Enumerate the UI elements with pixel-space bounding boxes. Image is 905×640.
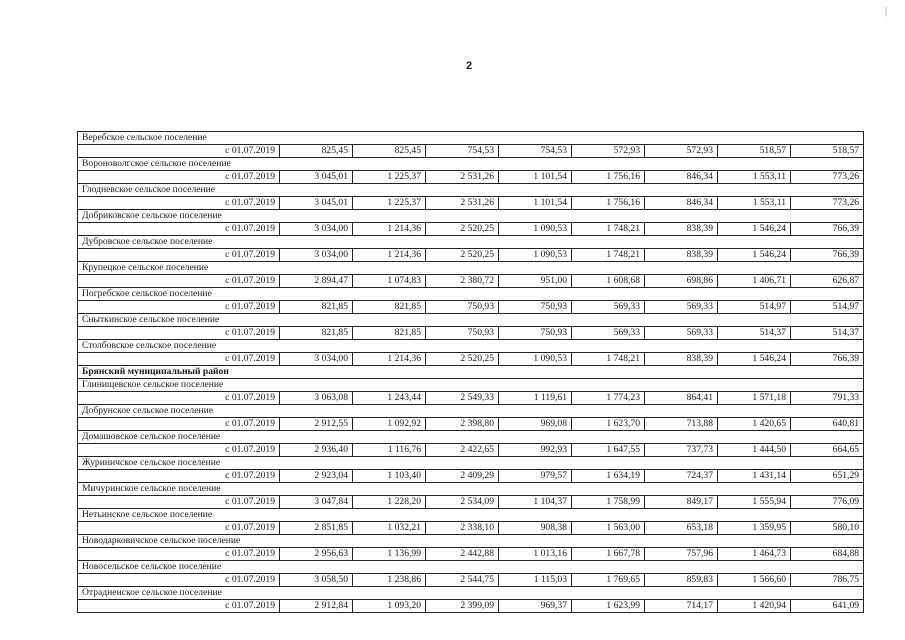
settlement-name: Погребское сельское поселение	[78, 288, 864, 301]
settlement-name: Нетьинское сельское поселение	[78, 509, 864, 522]
effective-date-cell: с 01.07.2019	[78, 418, 280, 431]
tariff-value-cell: 569,33	[572, 327, 645, 340]
tariff-value-cell: 821,85	[353, 327, 426, 340]
tariff-value-cell: 838,39	[645, 353, 718, 366]
settlement-name-row	[78, 158, 864, 171]
tariff-value-cell: 2 409,29	[426, 470, 499, 483]
tariff-value-cell: 651,29	[791, 470, 864, 483]
tariff-value-cell: 754,53	[426, 145, 499, 158]
tariff-value-cell: 1 444,50	[718, 444, 791, 457]
tariff-value-cell: 1 553,11	[718, 171, 791, 184]
table-row	[78, 392, 864, 405]
tariff-value-cell: 1 774,23	[572, 392, 645, 405]
effective-date-cell: с 01.07.2019	[78, 470, 280, 483]
tariff-value-cell: 2 520,25	[426, 249, 499, 262]
tariff-value-cell: 1 566,60	[718, 574, 791, 587]
tariff-value-cell: 2 534,09	[426, 496, 499, 509]
table-row	[78, 470, 864, 483]
tariff-value-cell: 1 013,16	[499, 548, 572, 561]
settlement-name-row	[78, 314, 864, 327]
tariff-value-cell: 664,65	[791, 444, 864, 457]
effective-date-cell: с 01.07.2019	[78, 600, 280, 613]
tariff-value-cell: 821,85	[280, 301, 353, 314]
settlement-name-row	[78, 405, 864, 418]
tariff-value-cell: 1 225,37	[353, 171, 426, 184]
effective-date-cell: с 01.07.2019	[78, 548, 280, 561]
tariff-value-cell: 2 851,85	[280, 522, 353, 535]
settlement-name-row	[78, 236, 864, 249]
tariff-value-cell: 1 116,76	[353, 444, 426, 457]
settlement-name: Столбовское сельское поселение	[78, 340, 864, 353]
tariff-value-cell: 569,33	[645, 327, 718, 340]
tariff-value-cell: 1 214,36	[353, 223, 426, 236]
tariff-value-cell: 1 623,99	[572, 600, 645, 613]
tariff-value-cell: 750,93	[499, 327, 572, 340]
settlement-name: Вороноволгское сельское поселение	[78, 158, 864, 171]
tariff-value-cell: 825,45	[353, 145, 426, 158]
settlement-name-row	[78, 587, 864, 600]
tariff-value-cell: 569,33	[572, 301, 645, 314]
effective-date-cell: с 01.07.2019	[78, 145, 280, 158]
tariff-value-cell: 1 101,54	[499, 197, 572, 210]
tariff-value-cell: 1 667,78	[572, 548, 645, 561]
tariff-value-cell: 518,57	[791, 145, 864, 158]
tariff-value-cell: 766,39	[791, 223, 864, 236]
tariff-value-cell: 1 238,86	[353, 574, 426, 587]
tariff-value-cell: 684,88	[791, 548, 864, 561]
table-row	[78, 145, 864, 158]
tariff-value-cell: 750,93	[499, 301, 572, 314]
settlement-name: Домашовское сельское поселение	[78, 431, 864, 444]
table-row	[78, 444, 864, 457]
tariff-value-cell: 2 398,80	[426, 418, 499, 431]
tariff-value-cell: 838,39	[645, 223, 718, 236]
tariff-value-cell: 1 420,65	[718, 418, 791, 431]
effective-date-cell: с 01.07.2019	[78, 574, 280, 587]
tariff-value-cell: 1 074,83	[353, 275, 426, 288]
tariff-value-cell: 698,86	[645, 275, 718, 288]
tariff-value-cell: 1 464,73	[718, 548, 791, 561]
tariff-value-cell: 724,37	[645, 470, 718, 483]
tariff-value-cell: 1 546,24	[718, 249, 791, 262]
tariff-value-cell: 1 608,68	[572, 275, 645, 288]
tariff-value-cell: 1 225,37	[353, 197, 426, 210]
settlement-name: Новосельское сельское поселение	[78, 561, 864, 574]
settlement-name-row	[78, 184, 864, 197]
effective-date-cell: с 01.07.2019	[78, 353, 280, 366]
tariff-value-cell: 2 442,88	[426, 548, 499, 561]
settlement-name-row	[78, 535, 864, 548]
tariff-value-cell: 2 531,26	[426, 197, 499, 210]
settlement-name: Глодневское сельское поселение	[78, 184, 864, 197]
tariff-value-cell: 750,93	[426, 327, 499, 340]
tariff-value-cell: 979,57	[499, 470, 572, 483]
tariff-value-cell: 1 090,53	[499, 249, 572, 262]
tariff-value-cell: 737,73	[645, 444, 718, 457]
tariff-value-cell: 1 748,21	[572, 249, 645, 262]
tariff-value-cell: 1 228,20	[353, 496, 426, 509]
tariff-value-cell: 1 756,16	[572, 171, 645, 184]
tariff-value-cell: 518,57	[718, 145, 791, 158]
settlement-name-row	[78, 509, 864, 522]
tariff-value-cell: 2 338,10	[426, 522, 499, 535]
tariff-value-cell: 1 555,94	[718, 496, 791, 509]
tariff-value-cell: 514,97	[791, 301, 864, 314]
tariff-value-cell: 969,08	[499, 418, 572, 431]
tariff-value-cell: 1 115,03	[499, 574, 572, 587]
settlement-name: Добриковское сельское поселение	[78, 210, 864, 223]
tariff-value-cell: 2 936,40	[280, 444, 353, 457]
tariff-value-cell: 846,34	[645, 197, 718, 210]
tariff-value-cell: 2 549,33	[426, 392, 499, 405]
tariff-value-cell: 2 380,72	[426, 275, 499, 288]
tariff-value-cell: 1 546,24	[718, 223, 791, 236]
tariff-value-cell: 1 406,71	[718, 275, 791, 288]
tariff-value-cell: 951,00	[499, 275, 572, 288]
table-row	[78, 223, 864, 236]
tariff-value-cell: 2 923,04	[280, 470, 353, 483]
tariff-value-cell: 2 520,25	[426, 223, 499, 236]
tariff-value-cell: 514,37	[718, 327, 791, 340]
tariff-value-cell: 1 103,40	[353, 470, 426, 483]
tariff-value-cell: 1 431,14	[718, 470, 791, 483]
table-row	[78, 574, 864, 587]
tariff-value-cell: 3 063,08	[280, 392, 353, 405]
tariff-value-cell: 1 758,99	[572, 496, 645, 509]
tariff-value-cell: 1 634,19	[572, 470, 645, 483]
table-row	[78, 353, 864, 366]
settlement-name: Добрунское сельское поселение	[78, 405, 864, 418]
tariff-table-body	[78, 132, 864, 613]
effective-date-cell: с 01.07.2019	[78, 496, 280, 509]
tariff-value-cell: 1 032,21	[353, 522, 426, 535]
tariff-value-cell: 1 571,18	[718, 392, 791, 405]
tariff-value-cell: 1 093,20	[353, 600, 426, 613]
tariff-value-cell: 1 243,44	[353, 392, 426, 405]
tariff-value-cell: 2 399,09	[426, 600, 499, 613]
settlement-name-row	[78, 210, 864, 223]
district-name: Брянский муниципальный район	[78, 366, 864, 379]
settlement-name-row	[78, 483, 864, 496]
table-row	[78, 418, 864, 431]
tariff-value-cell: 1 090,53	[499, 223, 572, 236]
tariff-value-cell: 992,93	[499, 444, 572, 457]
settlement-name-row	[78, 132, 864, 145]
table-row	[78, 522, 864, 535]
tariff-value-cell: 838,39	[645, 249, 718, 262]
tariff-value-cell: 3 034,00	[280, 249, 353, 262]
tariff-value-cell: 1 090,53	[499, 353, 572, 366]
tariff-value-cell: 572,93	[572, 145, 645, 158]
tariff-value-cell: 821,85	[353, 301, 426, 314]
tariff-table	[77, 131, 864, 613]
table-row	[78, 197, 864, 210]
table-row	[78, 249, 864, 262]
tariff-value-cell: 3 045,01	[280, 197, 353, 210]
tariff-value-cell: 821,85	[280, 327, 353, 340]
table-row	[78, 327, 864, 340]
tariff-value-cell: 3 045,01	[280, 171, 353, 184]
settlement-name-row	[78, 379, 864, 392]
settlement-name-row	[78, 431, 864, 444]
tariff-value-cell: 1 101,54	[499, 171, 572, 184]
tariff-value-cell: 1 546,24	[718, 353, 791, 366]
settlement-name: Глинищевское сельское поселение	[78, 379, 864, 392]
tariff-value-cell: 757,96	[645, 548, 718, 561]
table-row	[78, 548, 864, 561]
effective-date-cell: с 01.07.2019	[78, 197, 280, 210]
table-row	[78, 171, 864, 184]
tariff-value-cell: 750,93	[426, 301, 499, 314]
tariff-value-cell: 1 420,94	[718, 600, 791, 613]
tariff-value-cell: 766,39	[791, 249, 864, 262]
settlement-name: Новодарковичское сельское поселение	[78, 535, 864, 548]
effective-date-cell: с 01.07.2019	[78, 444, 280, 457]
settlement-name: Крупецкое сельское поселение	[78, 262, 864, 275]
settlement-name: Сныткинское сельское поселение	[78, 314, 864, 327]
tariff-value-cell: 1 214,36	[353, 353, 426, 366]
tariff-value-cell: 714,17	[645, 600, 718, 613]
tariff-value-cell: 569,33	[645, 301, 718, 314]
effective-date-cell: с 01.07.2019	[78, 275, 280, 288]
settlement-name: Дубровское сельское поселение	[78, 236, 864, 249]
settlement-name: Отрадненское сельское поселение	[78, 587, 864, 600]
tariff-value-cell: 713,88	[645, 418, 718, 431]
tariff-value-cell: 773,26	[791, 197, 864, 210]
district-header-row	[78, 366, 864, 379]
tariff-value-cell: 766,39	[791, 353, 864, 366]
effective-date-cell: с 01.07.2019	[78, 171, 280, 184]
corner-mark: |	[884, 6, 887, 17]
tariff-value-cell: 3 034,00	[280, 223, 353, 236]
tariff-value-cell: 2 422,65	[426, 444, 499, 457]
tariff-value-cell: 1 359,95	[718, 522, 791, 535]
tariff-value-cell: 1 623,70	[572, 418, 645, 431]
tariff-value-cell: 572,93	[645, 145, 718, 158]
tariff-value-cell: 754,53	[499, 145, 572, 158]
tariff-value-cell: 1 214,36	[353, 249, 426, 262]
tariff-value-cell: 3 058,50	[280, 574, 353, 587]
tariff-value-cell: 640,81	[791, 418, 864, 431]
tariff-value-cell: 641,09	[791, 600, 864, 613]
tariff-value-cell: 1 104,37	[499, 496, 572, 509]
tariff-value-cell: 776,09	[791, 496, 864, 509]
settlement-name-row	[78, 262, 864, 275]
settlement-name-row	[78, 288, 864, 301]
settlement-name-row	[78, 340, 864, 353]
settlement-name: Веребское сельское поселение	[78, 132, 864, 145]
tariff-value-cell: 791,33	[791, 392, 864, 405]
tariff-value-cell: 580,10	[791, 522, 864, 535]
tariff-value-cell: 1 553,11	[718, 197, 791, 210]
table-row	[78, 600, 864, 613]
tariff-value-cell: 2 894,47	[280, 275, 353, 288]
tariff-value-cell: 773,26	[791, 171, 864, 184]
tariff-value-cell: 825,45	[280, 145, 353, 158]
tariff-value-cell: 2 912,84	[280, 600, 353, 613]
settlement-name: Мичуринское сельское поселение	[78, 483, 864, 496]
tariff-value-cell: 1 769,65	[572, 574, 645, 587]
tariff-value-cell: 1 756,16	[572, 197, 645, 210]
effective-date-cell: с 01.07.2019	[78, 392, 280, 405]
tariff-value-cell: 1 092,92	[353, 418, 426, 431]
effective-date-cell: с 01.07.2019	[78, 327, 280, 340]
tariff-value-cell: 1 748,21	[572, 353, 645, 366]
tariff-value-cell: 864,41	[645, 392, 718, 405]
tariff-value-cell: 846,34	[645, 171, 718, 184]
table-row	[78, 301, 864, 314]
settlement-name: Журиничское сельское поселение	[78, 457, 864, 470]
effective-date-cell: с 01.07.2019	[78, 522, 280, 535]
tariff-value-cell: 2 531,26	[426, 171, 499, 184]
tariff-value-cell: 653,18	[645, 522, 718, 535]
page-number: 2	[466, 60, 473, 72]
tariff-value-cell: 2 544,75	[426, 574, 499, 587]
tariff-value-cell: 2 520,25	[426, 353, 499, 366]
table-row	[78, 275, 864, 288]
tariff-value-cell: 2 912,55	[280, 418, 353, 431]
tariff-value-cell: 786,75	[791, 574, 864, 587]
tariff-value-cell: 969,37	[499, 600, 572, 613]
tariff-value-cell: 514,97	[718, 301, 791, 314]
tariff-value-cell: 626,87	[791, 275, 864, 288]
tariff-value-cell: 2 956,63	[280, 548, 353, 561]
tariff-value-cell: 1 136,99	[353, 548, 426, 561]
effective-date-cell: с 01.07.2019	[78, 223, 280, 236]
settlement-name-row	[78, 561, 864, 574]
tariff-value-cell: 1 563,00	[572, 522, 645, 535]
effective-date-cell: с 01.07.2019	[78, 301, 280, 314]
table-row	[78, 496, 864, 509]
settlement-name-row	[78, 457, 864, 470]
tariff-value-cell: 859,83	[645, 574, 718, 587]
tariff-value-cell: 908,38	[499, 522, 572, 535]
tariff-value-cell: 1 119,61	[499, 392, 572, 405]
tariff-value-cell: 3 047,84	[280, 496, 353, 509]
effective-date-cell: с 01.07.2019	[78, 249, 280, 262]
tariff-value-cell: 1 647,55	[572, 444, 645, 457]
tariff-value-cell: 1 748,21	[572, 223, 645, 236]
tariff-value-cell: 849,17	[645, 496, 718, 509]
tariff-value-cell: 514,37	[791, 327, 864, 340]
tariff-value-cell: 3 034,00	[280, 353, 353, 366]
